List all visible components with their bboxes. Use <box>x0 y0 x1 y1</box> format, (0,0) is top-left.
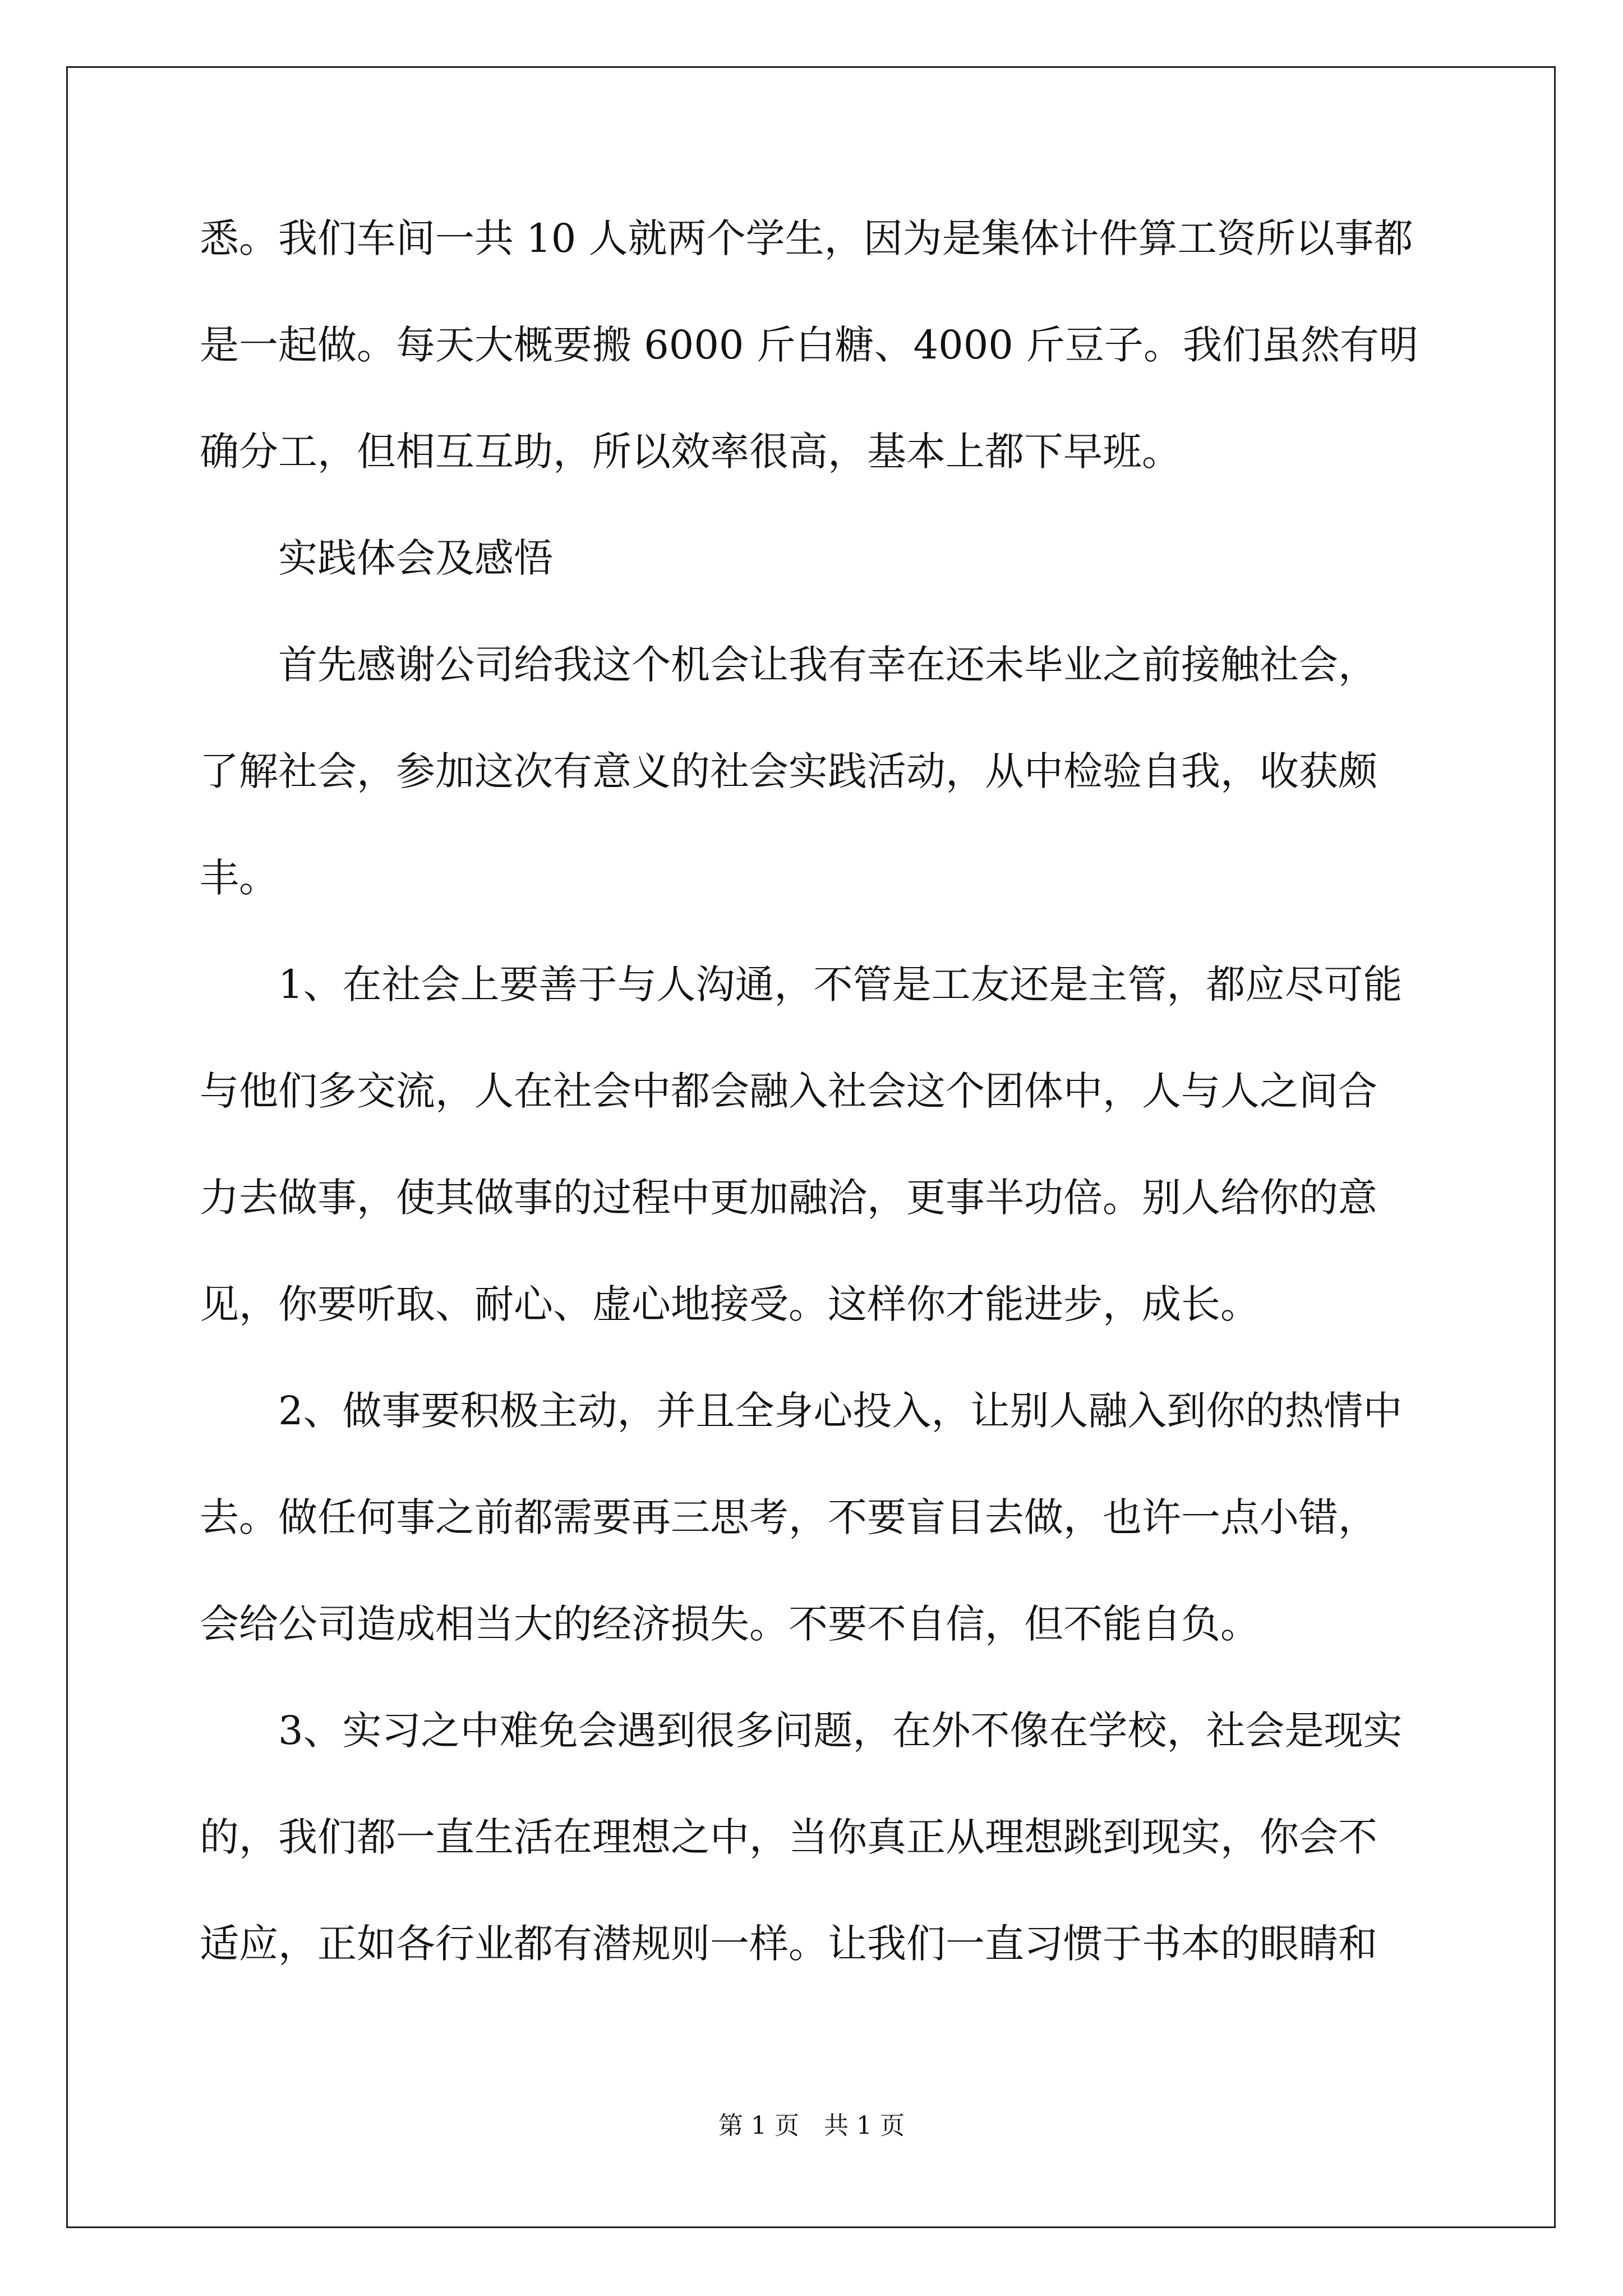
text-line: 是一起做。每天大概要搬 6000 斤白糖、4000 斤豆子。我们虽然有明 <box>200 322 1419 368</box>
text-line: 3、实习之中难免会遇到很多问题，在外不像在学校，社会是现实 <box>278 1708 1403 1754</box>
text-line: 适应，正如各行业都有潜规则一样。让我们一直习惯于书本的眼睛和 <box>200 1921 1377 1967</box>
text-line: 1、在社会上要善于与人沟通，不管是工友还是主管，都应尽可能 <box>278 961 1403 1007</box>
text-line: 悉。我们车间一共 10 人就两个学生，因为是集体计件算工资所以事都 <box>200 215 1413 261</box>
section-heading: 实践体会及感悟 <box>278 535 553 581</box>
text-line: 首先感谢公司给我这个机会让我有幸在还未毕业之前接触社会， <box>278 642 1377 688</box>
text-line: 见，你要听取、耐心、虚心地接受。这样你才能进步，成长。 <box>200 1281 1260 1327</box>
page-border <box>66 66 1556 2228</box>
text-line: 的，我们都一直生活在理想之中，当你真正从理想跳到现实，你会不 <box>200 1814 1377 1860</box>
text-line: 丰。 <box>200 855 278 901</box>
text-line: 2、做事要积极主动，并且全身心投入，让别人融入到你的热情中 <box>278 1388 1403 1434</box>
text-line: 确分工，但相互互助，所以效率很高，基本上都下早班。 <box>200 429 1181 475</box>
text-line: 去。做任何事之前都需要再三思考，不要盲目去做，也许一点小错， <box>200 1494 1377 1540</box>
text-line: 与他们多交流，人在社会中都会融入社会这个团体中，人与人之间合 <box>200 1068 1377 1114</box>
text-line: 了解社会，参加这次有意义的社会实践活动，从中检验自我，收获颇 <box>200 748 1377 794</box>
text-line: 会给公司造成相当大的经济损失。不要不自信，但不能自负。 <box>200 1601 1260 1647</box>
page-number-footer: 第 1 页 共 1 页 <box>718 2111 905 2140</box>
text-line: 力去做事，使其做事的过程中更加融洽，更事半功倍。别人给你的意 <box>200 1175 1377 1221</box>
